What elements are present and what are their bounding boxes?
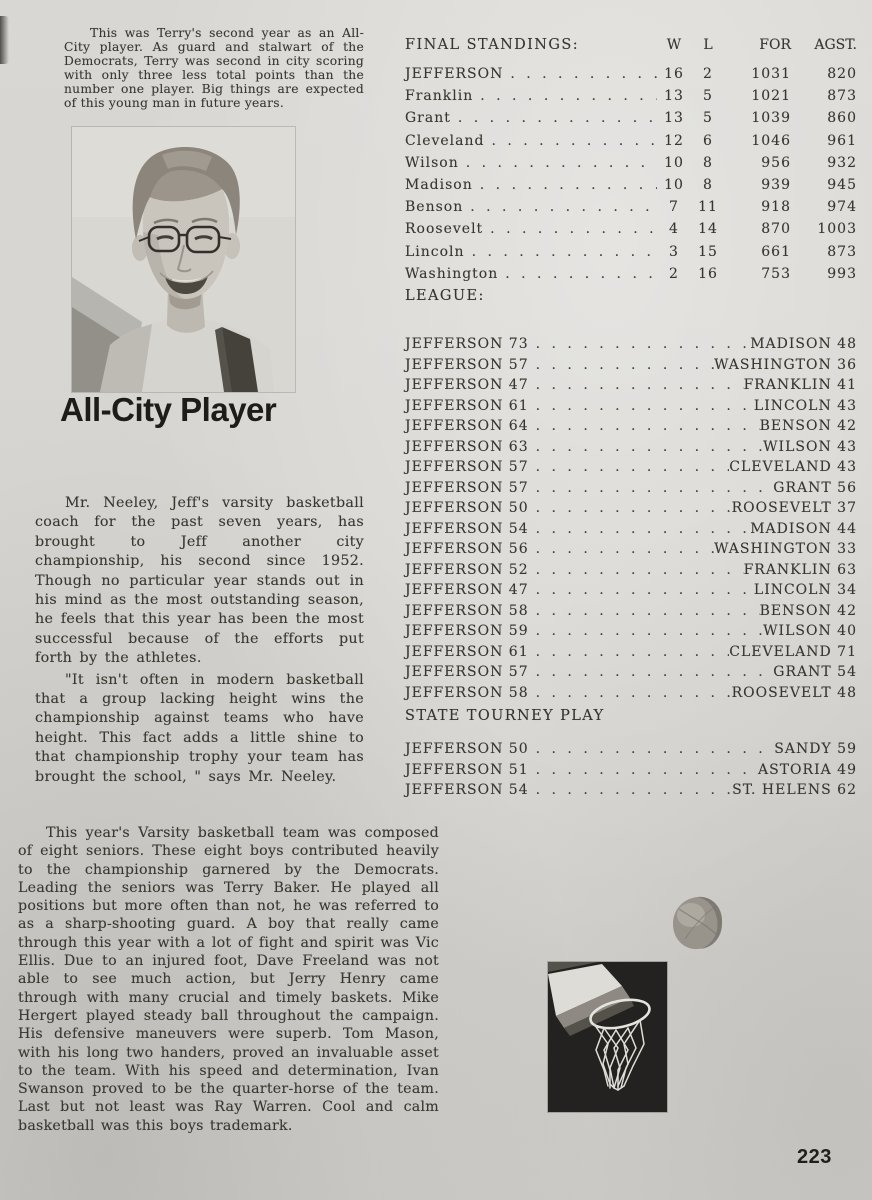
- league-opponent-and-score: MADISON 44: [750, 520, 857, 537]
- dot-leader: [503, 63, 657, 85]
- standings-team: Washington: [405, 265, 499, 282]
- league-game-row: [405, 498, 857, 519]
- standings-points-for: 918: [761, 199, 791, 216]
- league-opponent-and-score: GRANT 54: [773, 664, 857, 680]
- standings-header: [405, 36, 857, 54]
- dot-leader: [529, 539, 714, 560]
- standings-losses: 8: [703, 176, 713, 193]
- standings-wins: 3: [669, 243, 679, 260]
- standings-points-for: 956: [761, 154, 791, 171]
- dot-leader: [529, 621, 764, 642]
- league-opponent-and-score: CLEVELAND 43: [729, 459, 857, 475]
- dot-leader: [529, 739, 775, 760]
- league-team-and-score: JEFFERSON 50: [405, 500, 529, 516]
- league-game-row: [405, 662, 857, 683]
- standings-team: Grant: [405, 110, 451, 127]
- scan-artifact: [0, 16, 9, 64]
- league-opponent-and-score: ROOSEVELT 48: [731, 684, 857, 701]
- standings-col-for: FOR: [759, 37, 791, 53]
- portrait-illustration: [72, 127, 295, 392]
- standings-points-against: 932: [827, 154, 857, 171]
- standings-points-against: 873: [827, 88, 857, 105]
- dot-leader: [529, 437, 764, 458]
- league-game-row: [405, 683, 857, 704]
- tourney-team-and-score: JEFFERSON 51: [405, 761, 529, 778]
- dot-leader: [529, 375, 744, 396]
- standings-losses: 15: [698, 243, 718, 260]
- dot-leader: [529, 580, 754, 601]
- standings-team: Wilson: [405, 154, 459, 171]
- hoop-illustration: [548, 962, 667, 1112]
- standings-points-for: 870: [761, 221, 791, 238]
- intro-paragraph: This was Terry's second year as an All-City player. As guard and stalwart of the Democrats, Terry was second in city scoring with only three less total points than the number one player. Big things are expected of this young man in future years.: [64, 26, 364, 110]
- league-team-and-score: JEFFERSON 61: [405, 397, 529, 414]
- standings-points-for: 661: [761, 243, 791, 260]
- standings-points-for: 1031: [751, 66, 791, 82]
- state-tourney-title: STATE TOURNEY PLAY: [405, 708, 605, 724]
- league-opponent-and-score: CLEVELAND 71: [729, 643, 857, 660]
- standings-team: Benson: [405, 199, 464, 216]
- standings-col-w: W: [666, 37, 682, 53]
- tourney-game-row: [405, 780, 857, 801]
- standings-points-for: 753: [761, 265, 791, 282]
- dot-leader: [529, 560, 744, 581]
- dot-leader: [473, 174, 657, 196]
- dot-leader: [451, 107, 657, 129]
- league-team-and-score: JEFFERSON 61: [405, 643, 529, 660]
- dot-leader: [529, 478, 774, 499]
- league-team-and-score: JEFFERSON 59: [405, 623, 529, 639]
- tourney-opponent-and-score: SANDY 59: [774, 741, 857, 757]
- standings-row: [405, 196, 857, 218]
- standings-points-against: 1003: [817, 221, 857, 238]
- standings-row: [405, 152, 857, 174]
- basketball-hoop-photo: [548, 962, 667, 1112]
- standings-row: [405, 263, 857, 285]
- coach-text-block: [35, 494, 364, 789]
- dot-leader: [529, 396, 754, 417]
- dot-leader: [529, 760, 758, 781]
- tourney-team-and-score: JEFFERSON 50: [405, 741, 529, 757]
- league-game-row: [405, 642, 857, 663]
- dot-leader: [529, 416, 760, 437]
- tourney-team-and-score: JEFFERSON 54: [405, 782, 529, 798]
- standings-points-for: 1046: [751, 132, 791, 149]
- standings-wins: 2: [669, 265, 679, 282]
- league-title: LEAGUE:: [405, 288, 485, 304]
- standings-points-against: 873: [827, 243, 857, 260]
- dot-leader: [529, 519, 751, 540]
- standings-wins: 7: [669, 199, 679, 216]
- dot-leader: [529, 683, 732, 704]
- league-game-row: [405, 355, 857, 376]
- standings-wins: 4: [669, 221, 679, 238]
- standings-points-against: 860: [827, 110, 857, 127]
- standings-points-for: 1039: [751, 110, 791, 127]
- dot-leader: [529, 642, 730, 663]
- dot-leader: [529, 355, 714, 376]
- standings-points-against: 974: [827, 199, 857, 216]
- standings-wins: 13: [664, 110, 684, 127]
- standings-points-against: 945: [827, 176, 857, 193]
- league-game-row: [405, 560, 857, 581]
- standings-row: [405, 174, 857, 196]
- standings-team: Madison: [405, 176, 473, 193]
- dot-leader: [484, 130, 657, 152]
- league-team-and-score: JEFFERSON 73: [405, 336, 529, 352]
- standings-losses: 5: [703, 110, 713, 127]
- tourney-opponent-and-score: ASTORIA 49: [758, 761, 857, 778]
- standings-team: Roosevelt: [405, 221, 484, 238]
- league-team-and-score: JEFFERSON 54: [405, 520, 529, 537]
- league-team-and-score: JEFFERSON 56: [405, 541, 529, 557]
- standings-col-l: L: [703, 37, 713, 53]
- standings-row: [405, 130, 857, 152]
- league-team-and-score: JEFFERSON 57: [405, 479, 529, 496]
- league-opponent-and-score: MADISON 48: [750, 336, 857, 352]
- tourney-opponent-and-score: ST. HELENS 62: [732, 782, 857, 798]
- league-opponent-and-score: WASHINGTON 33: [714, 541, 857, 557]
- league-game-row: [405, 334, 857, 355]
- league-opponent-and-score: GRANT 56: [773, 479, 857, 496]
- standings-team: Franklin: [405, 88, 474, 105]
- league-opponent-and-score: BENSON 42: [759, 602, 857, 619]
- league-opponent-and-score: BENSON 42: [759, 418, 857, 434]
- standings-team: Cleveland: [405, 132, 485, 149]
- standings-losses: 16: [698, 265, 718, 282]
- league-opponent-and-score: ROOSEVELT 37: [731, 500, 857, 516]
- standings-losses: 5: [703, 88, 713, 105]
- standings-points-against: 961: [827, 132, 857, 149]
- dot-leader: [529, 457, 730, 478]
- dot-leader: [529, 780, 733, 801]
- standings-wins: 16: [664, 66, 684, 82]
- tourney-game-row: [405, 739, 857, 760]
- standings-points-for: 1021: [751, 88, 791, 105]
- standings-wins: 13: [664, 88, 684, 105]
- basketball-illustration: [671, 895, 724, 951]
- dot-leader: [463, 196, 657, 218]
- standings-team: JEFFERSON: [405, 66, 504, 82]
- tourney-game-row: [405, 760, 857, 781]
- standings-points-for: 939: [761, 176, 791, 193]
- league-game-row: [405, 539, 857, 560]
- league-results-section: [405, 288, 857, 703]
- team-summary-paragraph: This year's Varsity basketball team was composed of eight seniors. These eight boys contributed heavily to the championship garnered by the Democrats. Leading the seniors was Terry Baker. He played all positions but more often than not, he was referred to as a sharp-shooting guard. A boy that really came through this year with a lot of fight and spirit was Vic Ellis. Due to an injured foot, Dave Freeland was not able to see much action, but Jerry Henry came through with many crucial and timely baskets. Mike Hergert played steady ball throughout the campaign. His defensive maneuvers were superb. Tom Mason, with his long two handers, proved an invaluable asset to the team. With his speed and determination, Ivan Swanson proved to be the quarter-horse of the team. Last but not least was Ray Warren. Cool and calm basketball was this boys trademark.: [18, 825, 439, 1134]
- standings-row: [405, 107, 857, 129]
- league-team-and-score: JEFFERSON 57: [405, 459, 529, 475]
- league-team-and-score: JEFFERSON 57: [405, 356, 529, 373]
- dot-leader: [465, 241, 657, 263]
- state-tourney-section: [405, 708, 857, 801]
- page-number: 223: [797, 1146, 832, 1168]
- league-team-and-score: JEFFERSON 63: [405, 438, 529, 455]
- dot-leader: [459, 152, 657, 174]
- dot-leader: [529, 334, 751, 355]
- standings-row: [405, 85, 857, 107]
- league-game-row: [405, 375, 857, 396]
- standings-col-agst: AGST.: [814, 37, 857, 53]
- league-team-and-score: JEFFERSON 47: [405, 582, 529, 598]
- all-city-player-heading: All-City Player: [60, 391, 277, 428]
- standings-team: Lincoln: [405, 243, 465, 260]
- league-opponent-and-score: WASHINGTON 36: [714, 356, 857, 373]
- league-opponent-and-score: LINCOLN 43: [753, 397, 857, 414]
- league-team-and-score: JEFFERSON 64: [405, 418, 529, 434]
- standings-row: [405, 218, 857, 240]
- league-game-row: [405, 396, 857, 417]
- league-opponent-and-score: LINCOLN 34: [753, 582, 857, 598]
- standings-losses: 8: [703, 154, 713, 171]
- dot-leader: [498, 263, 657, 285]
- league-opponent-and-score: WILSON 40: [763, 623, 857, 639]
- league-game-row: [405, 457, 857, 478]
- dot-leader: [529, 498, 732, 519]
- standings-wins: 10: [664, 154, 684, 171]
- basketball-photo: [671, 895, 724, 951]
- dot-leader: [529, 601, 760, 622]
- league-team-and-score: JEFFERSON 58: [405, 602, 529, 619]
- final-standings-title: FINAL STANDINGS:: [405, 37, 579, 53]
- league-game-row: [405, 478, 857, 499]
- league-team-and-score: JEFFERSON 52: [405, 561, 529, 578]
- coach-paragraph-2: "It isn't often in modern basketball that a group lacking height wins the championship against teams who have height. This fact adds a little shine to that championship trophy your team has brought the school, " says Mr. Neeley.: [35, 671, 364, 785]
- league-game-row: [405, 416, 857, 437]
- standings-wins: 10: [664, 176, 684, 193]
- standings-losses: 6: [703, 132, 713, 149]
- league-game-row: [405, 621, 857, 642]
- dot-leader: [483, 218, 657, 240]
- final-standings-section: [405, 36, 857, 285]
- standings-losses: 11: [698, 199, 718, 216]
- league-opponent-and-score: FRANKLIN 63: [743, 561, 857, 578]
- league-team-and-score: JEFFERSON 58: [405, 684, 529, 701]
- league-game-row: [405, 580, 857, 601]
- league-team-and-score: JEFFERSON 57: [405, 664, 529, 680]
- dot-leader: [529, 662, 774, 683]
- standings-wins: 12: [664, 132, 684, 149]
- league-team-and-score: JEFFERSON 47: [405, 377, 529, 393]
- standings-points-against: 820: [827, 66, 857, 82]
- league-opponent-and-score: WILSON 43: [763, 438, 857, 455]
- league-opponent-and-score: FRANKLIN 41: [743, 377, 857, 393]
- league-game-row: [405, 519, 857, 540]
- standings-losses: 2: [703, 66, 713, 82]
- standings-points-against: 993: [827, 265, 857, 282]
- standings-row: [405, 63, 857, 85]
- league-game-row: [405, 437, 857, 458]
- dot-leader: [473, 85, 657, 107]
- league-game-row: [405, 601, 857, 622]
- standings-losses: 14: [698, 221, 718, 238]
- coach-paragraph-1: Mr. Neeley, Jeff's varsity basketball coach for the past seven years, has brought to Jeff another city championship, his second since 1952. Though no particular year stands out in his mind as the most outstanding season, he feels that this year has been the most successful because of the efforts put forth by the athletes.: [35, 495, 364, 667]
- player-portrait-photo: [72, 127, 295, 392]
- standings-row: [405, 241, 857, 263]
